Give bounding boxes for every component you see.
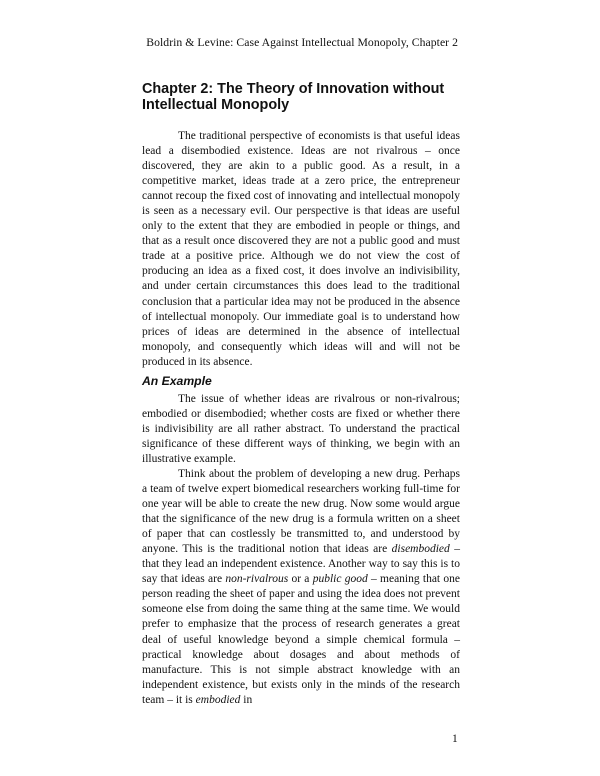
emphasis-disembodied: disembodied xyxy=(391,543,450,556)
intro-paragraph: The traditional perspective of economists is that useful ideas lead a disembodied existence. Ideas are not rivalrous – once discovered, they are akin to a public good. As a result, in a competitive market, ideas trade at a zero price, the entrepreneur cannot recoup the fixed cost of innovating and intellectual monopoly is seen as a necessary evil. Our perspective is that ideas are useful only to the extent that they are embodied in people or things, and that as a result once discovered they are not a public good and must trade at a positive price. Although we do not view the cost of producing an idea as a fixed cost, it does involve an indivisibility, and under certain circumstances this does lead to the traditional conclusion that a particular idea may not be produced in the absence of intellectual monopoly. Our immediate goal is to understand how prices of ideas are determined in the absence of intellectual monopoly, and consequently which ideas will and will not be produced in its absence. xyxy=(142,130,460,368)
emphasis-embodied: embodied xyxy=(195,693,241,706)
example-paragraph-2 xyxy=(142,467,460,708)
chapter-title: Chapter 2: The Theory of Innovation without Intellectual Monopoly xyxy=(142,81,445,113)
text-run: or a xyxy=(288,573,313,586)
emphasis-non-rivalrous: non-rivalrous xyxy=(225,573,289,586)
text-run: in xyxy=(240,693,253,706)
example-paragraph-1: The issue of whether ideas are rivalrous or non-rivalrous; embodied or disembodied; whether costs are fixed or whether there is indivisibility are all rather abstract. To understand the practical significance of these different ways of thinking, we begin with an illustrative example. xyxy=(142,393,460,466)
section-heading: An Example xyxy=(142,374,212,388)
page-number: 1 xyxy=(452,733,458,745)
text-run: – that they lead an independent existence. Another way to say this is to say that ideas are xyxy=(142,543,460,586)
emphasis-public-good: public good xyxy=(312,573,368,586)
text-run: Think about the problem of developing a new drug. Perhaps a team of twelve expert biomedical researchers working full-time for one year will be able to create the new drug. Now some would argue that the significance of the new drug is a formula written on a sheet of paper that can costlessly be transmitted to, and understood by anyone. This is the traditional notion that ideas are xyxy=(142,468,460,556)
running-header: Boldrin & Levine: Case Against Intellectual Monopoly, Chapter 2 xyxy=(146,36,458,49)
text-run: – meaning that one person reading the sheet of paper and using the idea does not prevent someone else from doing the same thing at the same time. We would prefer to emphasize that the process of research generates a great deal of useful knowledge beyond a simple chemical formula – practical knowledge about dosages and about methods of manufacture. This is not simple abstract knowledge with an independent existence, but exists only in the minds of the research team – it is xyxy=(142,573,461,706)
